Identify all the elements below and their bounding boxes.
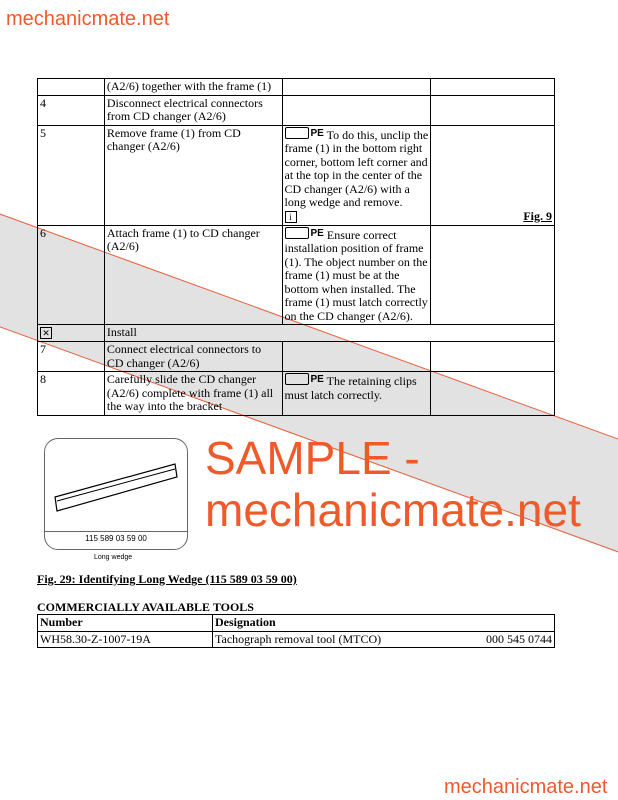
step-cell: 7 bbox=[38, 342, 105, 372]
step-cell: 5 bbox=[38, 125, 105, 225]
header-number: Number bbox=[38, 615, 213, 632]
procedure-table bbox=[37, 78, 555, 416]
table-row bbox=[38, 372, 555, 416]
action-cell: Remove frame (1) from CD changer (A2/6) bbox=[104, 125, 282, 225]
long-wedge-figure bbox=[44, 438, 188, 550]
site-watermark-top[interactable]: mechanicmate.net bbox=[6, 8, 170, 30]
figure-caption[interactable]: Fig. 29: Identifying Long Wedge (115 589 03 59 00) bbox=[37, 572, 297, 586]
table-row bbox=[38, 342, 555, 372]
pe-label: PE bbox=[310, 374, 324, 385]
step-cell: 4 bbox=[38, 95, 105, 125]
info-icon[interactable]: i bbox=[285, 211, 297, 223]
tools-heading: COMMERCIALLY AVAILABLE TOOLS bbox=[37, 600, 254, 614]
table-row bbox=[38, 631, 555, 648]
table-row bbox=[38, 125, 555, 225]
fig-link[interactable]: Fig. 9 bbox=[523, 209, 552, 223]
install-icon: ✕ bbox=[40, 327, 52, 339]
tool-designation-cell bbox=[213, 631, 555, 648]
note-cell bbox=[282, 125, 431, 225]
table-row bbox=[38, 95, 555, 125]
step-cell bbox=[38, 325, 105, 342]
fig-cell bbox=[431, 125, 555, 225]
header-designation: Designation bbox=[213, 615, 555, 632]
step-cell: 6 bbox=[38, 225, 105, 325]
section-title: Install bbox=[104, 325, 554, 342]
wedge-drawing bbox=[45, 439, 187, 529]
step-cell bbox=[38, 79, 105, 96]
tool-designation: Tachograph removal tool (MTCO) bbox=[215, 631, 382, 646]
table-row bbox=[38, 79, 555, 96]
note-text: Ensure correct installation position of frame (1). The object number on the frame (1) must be at the bottom when installed. The frame (1) must latch correctly on the CD changer (A2/6). bbox=[284, 227, 428, 323]
fig-cell bbox=[431, 342, 555, 372]
fig-cell bbox=[431, 372, 555, 416]
action-cell: Disconnect electrical connectors from CD changer (A2/6) bbox=[104, 95, 282, 125]
figure-label: Long wedge bbox=[94, 554, 133, 561]
tools-table bbox=[37, 614, 555, 648]
action-cell: Attach frame (1) to CD changer (A2/6) bbox=[104, 225, 282, 325]
fig-cell bbox=[431, 225, 555, 325]
tool-code: 000 545 0744 bbox=[486, 631, 552, 646]
action-cell: Connect electrical connectors to CD changer (A2/6) bbox=[104, 342, 282, 372]
pointing-hand-icon bbox=[285, 127, 309, 139]
part-number: 115 589 03 59 00 bbox=[85, 534, 147, 543]
watermark-text: SAMPLE - mechanicmate.net bbox=[205, 432, 581, 536]
fig-cell bbox=[431, 95, 555, 125]
table-row-install bbox=[38, 325, 555, 342]
note-cell bbox=[282, 342, 431, 372]
table-header-row bbox=[38, 615, 555, 632]
site-watermark-bottom[interactable]: mechanicmate.net bbox=[444, 776, 608, 798]
note-text: To do this, unclip the frame (1) in the bottom right corner, bottom left corner and at the top in the center of the CD changer (A2/6) with a long wedge and remove. bbox=[284, 127, 429, 209]
note-cell bbox=[282, 372, 431, 416]
action-cell: (A2/6) together with the frame (1) bbox=[104, 79, 282, 96]
pointing-hand-icon bbox=[285, 227, 309, 239]
table-row bbox=[38, 225, 555, 325]
pointing-hand-icon bbox=[285, 373, 309, 385]
note-cell bbox=[282, 225, 431, 325]
note-cell bbox=[282, 79, 431, 96]
step-cell: 8 bbox=[38, 372, 105, 416]
note-cell bbox=[282, 95, 431, 125]
action-cell: Carefully slide the CD changer (A2/6) complete with frame (1) all the way into the bracket bbox=[104, 372, 282, 416]
tool-number: WH58.30-Z-1007-19A bbox=[38, 631, 213, 648]
pe-label: PE bbox=[310, 227, 324, 239]
fig-cell bbox=[431, 79, 555, 96]
pe-label: PE bbox=[310, 127, 324, 139]
note-text: The retaining clips must latch correctly. bbox=[284, 374, 417, 402]
